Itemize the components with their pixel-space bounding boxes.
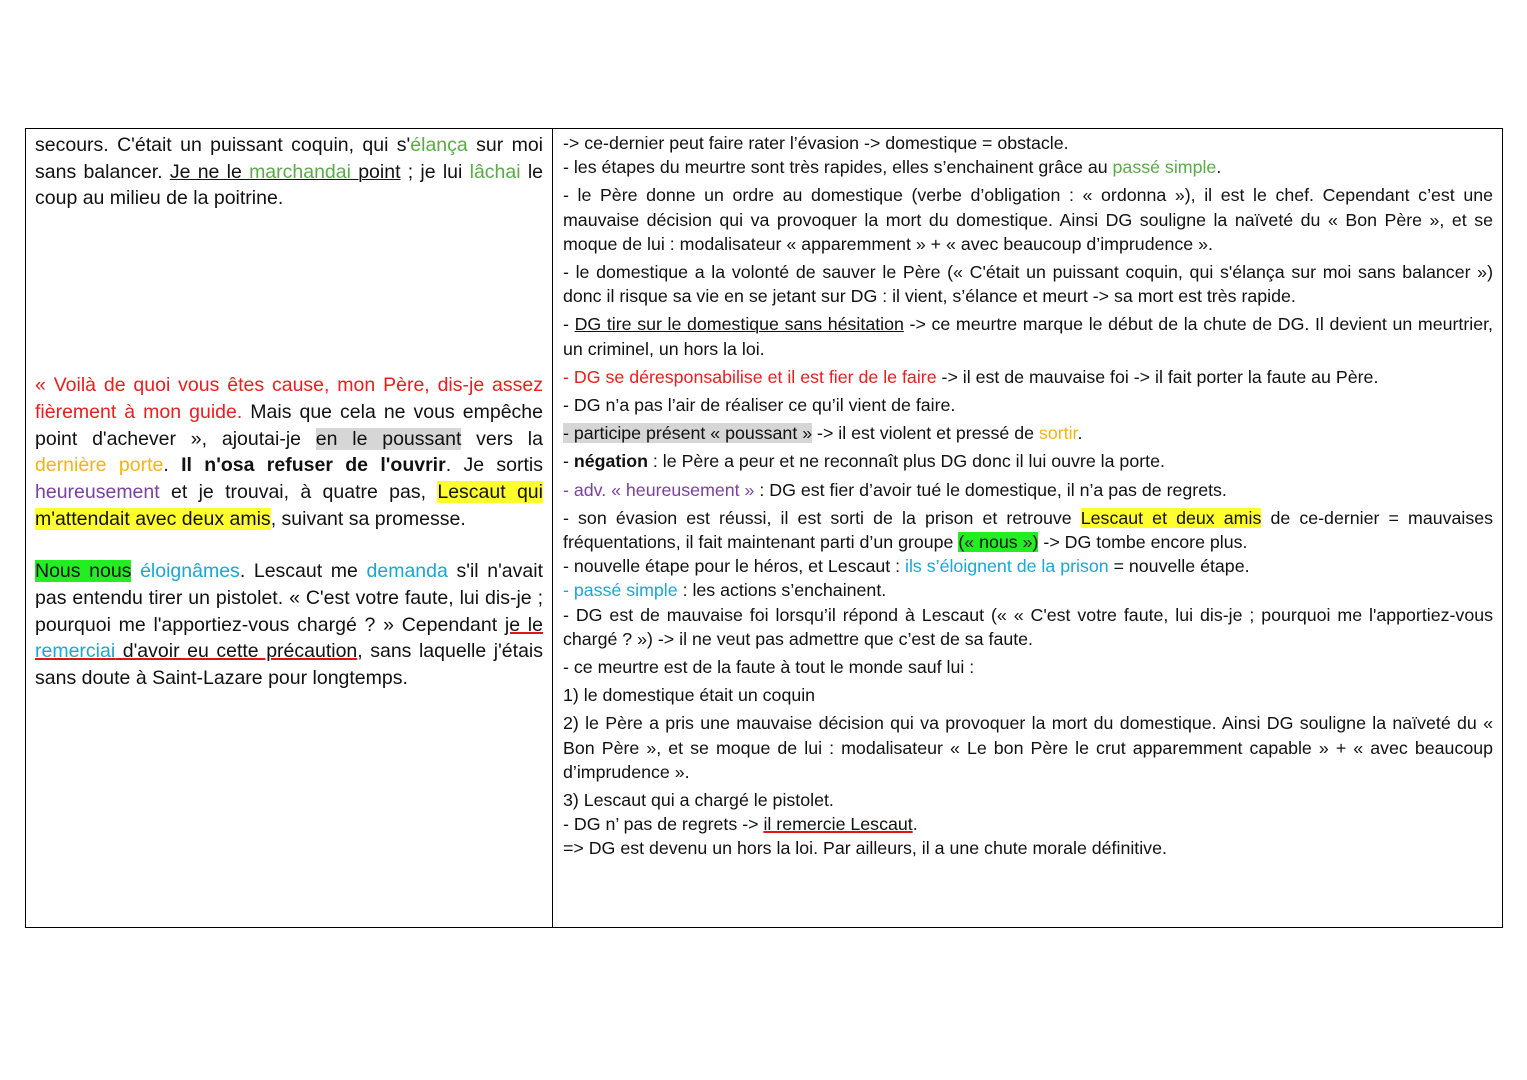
- green-highlight: Nous nous: [35, 560, 132, 583]
- underlined-phrase: Je ne le marchandai point: [169, 160, 401, 183]
- analysis-line: - son évasion est réussi, il est sorti de la prison et retrouve Lescaut et deux amis de ce-dernier = mauvaises fréquentations, il fait maintenant parti d’un groupe (« nous ») -> DG tombe encore plus.: [563, 507, 1494, 553]
- source-paragraph-2: « Voilà de quoi vous êtes cause, mon Père, dis-je assez fièrement à mon guide. Mais que cela ne vous empêche point d'achever », ajoutai-je en le poussant vers la dernière porte. Il n'osa refuser de l'ouvrir. Je sortis heureusement et je trouvai, à quatre pas, Lescaut qui m'attendait avec deux amis, suivant sa promesse.: [35, 374, 543, 530]
- analysis-line: - passé simple : les actions s’enchainent.: [563, 580, 887, 601]
- analysis-line: - DG n’ pas de regrets -> il remercie Lescaut.: [563, 814, 918, 835]
- verb-elanca: élança: [410, 134, 468, 156]
- analysis-line: => DG est devenu un hors la loi. Par ailleurs, il a une chute morale définitive.: [563, 838, 1167, 859]
- yellow-highlight: Lescaut qui m'attendait avec deux amis: [35, 480, 543, 530]
- analysis-line: 1) le domestique était un coquin: [563, 685, 816, 706]
- verb-eloignames: éloignâmes: [140, 560, 240, 583]
- verb-demanda: demanda: [366, 560, 448, 583]
- analysis-line: - les étapes du meurtre sont très rapides, elles s’enchainent grâce au passé simple.: [563, 157, 1222, 178]
- analysis-line: - le domestique a la volonté de sauver le Père (« C'était un puissant coquin, qui s'élança sur moi sans balancer ») donc il risque sa vie en se jetant sur DG : il vient, s’élance et meurt -> sa mort est très rapide.: [563, 262, 1493, 307]
- analysis-line: - négation : le Père a peur et ne reconnaît plus DG donc il lui ouvre la porte.: [563, 451, 1165, 472]
- orange-phrase: dernière porte: [35, 454, 164, 477]
- analysis-line: -> ce-dernier peut faire rater l’évasion -> domestique = obstacle.: [563, 133, 1069, 153]
- analysis-column: [553, 129, 1502, 927]
- analysis-line: - ce meurtre est de la faute à tout le monde sauf lui :: [563, 657, 975, 678]
- analysis-line: 2) le Père a pris une mauvaise décision qui va provoquer la mort du domestique. Ainsi DG souligne la naïveté du « Bon Père », et se moque de lui : modalisateur « Le bon Père le crut apparemment capable » + « avec beaucoup d’imprudence ».: [563, 713, 1493, 782]
- analysis-line: - le Père donne un ordre au domestique (verbe d’obligation : « ordonna »), il est le chef. Cependant c’est une mauvaise décision qui va provoquer la mort du domestique. Ainsi DG souligne la naïveté du « Bon Père », et se moque de lui : modalisateur « apparemment » + « avec beaucoup d’imprudence ».: [563, 185, 1493, 254]
- analysis-line: - adv. « heureusement » : DG est fier d’avoir tué le domestique, il n’a pas de regrets.: [563, 479, 1227, 500]
- analysis-table: [25, 128, 1503, 928]
- verb-lachai: lâchai: [469, 160, 521, 183]
- analysis-line: - DG est de mauvaise foi lorsqu’il répond à Lescaut (« « C'est votre faute, lui dis-je ; pourquoi me l'apportiez-vous chargé ? ») -> il ne veut pas admettre que c’est de sa faute.: [563, 604, 1493, 649]
- red-quote: « Voilà de quoi vous êtes cause, mon Père, dis-je assez fièrement à mon guide.: [35, 374, 543, 423]
- analysis-line: - DG tire sur le domestique sans hésitation -> ce meurtre marque le début de la chute de DG. Il devient un meurtrier, un criminel, un hors la loi.: [563, 314, 1493, 359]
- analysis-line: - nouvelle étape pour le héros, et Lescaut : ils s’éloignent de la prison = nouvelle étape.: [563, 556, 1250, 577]
- adverb-heureusement: heureusement: [35, 480, 160, 503]
- grey-highlight: en le poussant: [315, 427, 462, 450]
- bold-negation: Il n'osa refuser de l'ouvrir: [181, 454, 446, 477]
- analysis-line: - DG se déresponsabilise et il est fier de le faire -> il est de mauvaise foi -> il fait porter la faute au Père.: [563, 366, 1379, 387]
- analysis-line: 3) Lescaut qui a chargé le pistolet.: [563, 790, 834, 811]
- source-paragraph-3: Nous nous éloignâmes. Lescaut me demanda s'il n'avait pas entendu tirer un pistolet. « C'est votre faute, lui dis-je ; pourquoi me l'apportiez-vous chargé ? » Cependant je le remerciai d'avoir eu cette précaution, sans laquelle j'étais sans doute à Saint-Lazare pour longtemps.: [35, 560, 543, 690]
- source-paragraph-1: secours. C'était un puissant coquin, qui s'élança sur moi sans balancer. Je ne le marchandai point ; je lui lâchai le coup au milieu de la poitrine.: [35, 134, 544, 210]
- red-underlined-phrase: je le remerciai d'avoir eu cette précaution: [35, 613, 543, 663]
- source-text-column: [26, 129, 553, 927]
- analysis-line: - DG n’a pas l’air de réaliser ce qu’il vient de faire.: [563, 395, 956, 416]
- analysis-line: - participe présent « poussant » -> il est violent et pressé de sortir.: [563, 423, 1083, 444]
